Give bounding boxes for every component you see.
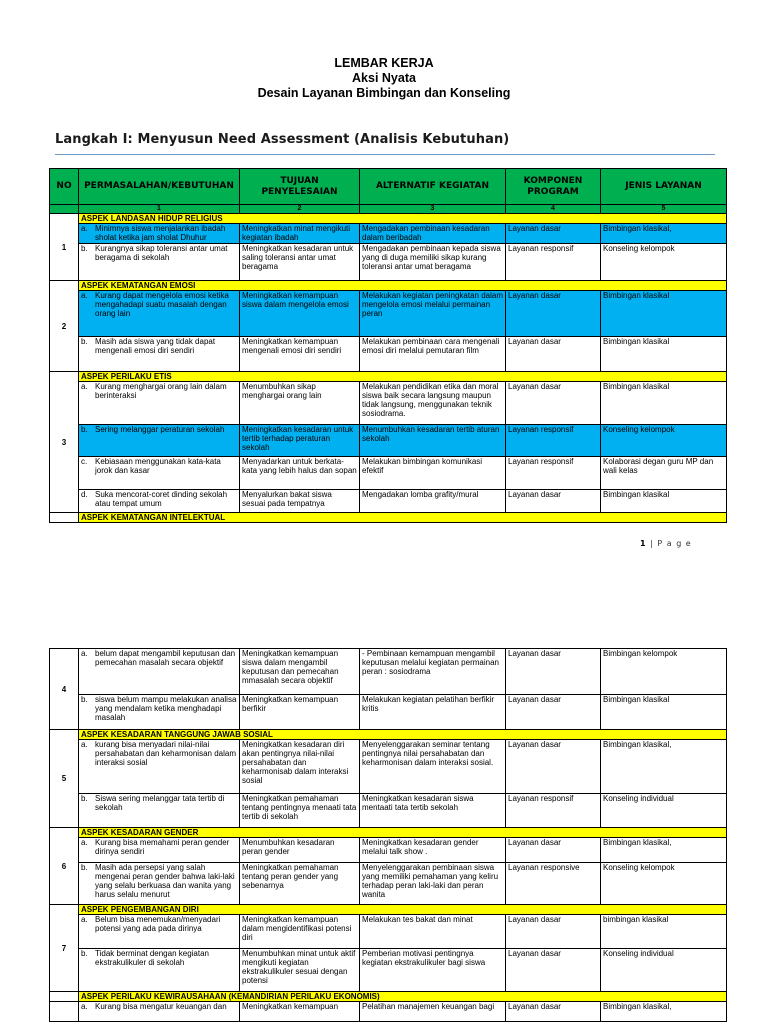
service-cell: Bimbingan klasikal [601, 695, 727, 730]
col-activity: ALTERNATIF KEGIATAN [360, 169, 506, 205]
service-cell: Bimbingan klasikal, [601, 224, 727, 244]
aspect-row [50, 281, 727, 291]
problem-cell: Sering melanggar peraturan sekolah [95, 425, 225, 434]
activity-cell: Melakukan tes bakat dan minat [360, 915, 506, 949]
component-cell: Layanan responsif [506, 794, 601, 828]
component-cell: Layanan dasar [506, 1002, 601, 1022]
col-service: JENIS LAYANAN [601, 169, 727, 205]
page-gap [0, 560, 768, 648]
goal-cell: Meningkatkan kemampuan siswa dalam mengelola emosi [240, 291, 360, 337]
problem-cell: Siswa sering melanggar tata tertib di sekolah [95, 794, 225, 812]
activity-cell: Meningkatkan kesadaran siswa mentaati tata tertib sekolah [360, 794, 506, 828]
doc-title: LEMBAR KERJA [334, 56, 434, 70]
goal-cell: Meningkatkan kemampuan siswa dalam mengambil keputusan dan pemecahan mmasalah secara objektif [240, 649, 360, 695]
col-problem: PERMASALAHAN/KEBUTUHAN [79, 169, 240, 205]
component-cell: Layanan dasar [506, 649, 601, 695]
activity-cell: Melakukan kegiatan peningkatan dalam mengelola emosi melalui permainan peran [360, 291, 506, 337]
service-cell: Bimbingan klasikal, [601, 838, 727, 863]
step-heading: Langkah I: Menyusun Need Assessment (Analisis Kebutuhan) [55, 132, 510, 147]
problem-cell: kurang bisa menyadari nilai-nilai persahabatan dan keharmonisan dalam interaksi sosial [95, 740, 236, 767]
aspect-title: ASPEK KESADARAN TANGGUNG JAWAB SOSIAL [79, 730, 727, 740]
activity-cell: Melakukan bimbingan komunikasi efektif [360, 457, 506, 490]
service-cell: bimbingan klasikal [601, 915, 727, 949]
component-cell: Layanan dasar [506, 291, 601, 337]
table-row: a. Kurang bisa mengatur keuangan dan Meningkatkan kemampuan Pelatihan manajemen keuangan bagi Layanan dasar Bimbingan klasikal, [50, 1002, 727, 1022]
problem-cell: siswa belum mampu melakukan analisa yang mendalam ketika menghadapi masalah [95, 695, 237, 722]
page-number: 1 [640, 539, 647, 548]
service-cell: Bimbingan klasikal [601, 382, 727, 425]
component-cell: Layanan dasar [506, 838, 601, 863]
goal-cell: Meningkatkan kemampuan dalam mengidentifikasi potensi diri [240, 915, 360, 949]
aspect-row [50, 730, 727, 740]
component-cell: Layanan responsif [506, 425, 601, 457]
table-row: a. Kurang menghargai orang lain dalam berinteraksi Menumbuhkan sikap menghargai orang lain Melakukan pendidikan etika dan moral siswa baik secara langsung maupun tidak langsung, menggunakan teknik sosiodrama. Layanan dasar Bimbingan klasikal [50, 382, 727, 425]
goal-cell: Meningkatkan kemampuan [240, 1002, 360, 1022]
activity-cell: Pemberian motivasi pentingnya kegiatan ekstrakulikuler bagi siswa [360, 949, 506, 992]
service-cell: Bimbingan klasikal [601, 291, 727, 337]
service-cell: Konseling kelompok [601, 863, 727, 905]
aspect-row [50, 513, 727, 523]
component-cell: Layanan dasar [506, 337, 601, 372]
aspect-title: ASPEK KEMATANGAN INTELEKTUAL [79, 513, 727, 523]
goal-cell: Menumbuhkan minat untuk aktif mengikuti kegiatan ekstrakulikuler sesuai dengan potensi [240, 949, 360, 992]
service-cell: Konseling kelompok [601, 425, 727, 457]
aspect-title: ASPEK LANDASAN HIDUP RELIGIUS [79, 214, 727, 224]
aspect-row [50, 828, 727, 838]
col-goal: TUJUAN PENYELESAIAN [240, 169, 360, 205]
table-header-row [50, 169, 727, 205]
row-number: 4 [50, 649, 79, 730]
service-cell: Bimbingan klasikal, [601, 1002, 727, 1022]
table-row: a. kurang bisa menyadari nilai-nilai persahabatan dan keharmonisan dalam interaksi sosial Meningkatkan kesadaran diri akan pentingnya nilai-nilai persahabatan dan keharmonisab dalam interaksi sosial Menyelenggarakan seminar tentang pentingnya nilai persahabatan dan keharmonisan dalam interaksi sosial. Layanan dasar Bimbingan klasikal, [50, 740, 727, 794]
col-no: NO [50, 169, 79, 205]
aspect-title: ASPEK KEMATANGAN EMOSI [79, 281, 727, 291]
problem-cell: Kurang bisa mengatur keuangan dan [95, 1002, 227, 1011]
col-number: 3 [360, 205, 506, 214]
service-cell: Bimbingan klasikal [601, 490, 727, 513]
activity-cell: Mengadakan lomba grafity/mural [360, 490, 506, 513]
row-number: 2 [50, 281, 79, 372]
problem-cell: Belum bisa menemukan/menyadari potensi yang ada pada dirinya [95, 915, 221, 933]
aspect-title: ASPEK PERILAKU ETIS [79, 372, 727, 382]
goal-cell: Menyadarkan untuk berkata-kata yang lebih halus dan sopan [240, 457, 360, 490]
table-row: b. Masih ada persepsi yang salah mengenai peran gender bahwa laki-laki yang selalu berkuasa dan wanita yang harus selalu menurut Meningkatkan pemahaman tentang peran gender yang sebenarnya Menyelenggarakan pembinaan siswa yang memiliki pemahaman yang keliru terhadap peran laki-laki dan peran wanita Layanan responsive Konseling kelompok [50, 863, 727, 905]
table-row: a. Minimnya siswa menjalankan ibadah sholat ketika jam sholat Dhuhur Meningkatkan minat mengikuti kegiatan ibadah Mengadakan pembinaan kesadaran dalam beribadah Layanan dasar Bimbingan klasikal, [50, 224, 727, 244]
needs-table-page-2 [49, 648, 727, 1022]
aspect-row [50, 905, 727, 915]
goal-cell: Meningkatkan kesadaran untuk saling toleransi antar umat beragama [240, 244, 360, 281]
problem-cell: Masih ada persepsi yang salah mengenai peran gender bahwa laki-laki yang selalu berkuasa dan wanita yang harus selalu menurut [95, 863, 235, 899]
goal-cell: Menyalurkan bakat siswa sesuai pada tempatnya [240, 490, 360, 513]
problem-cell: Tidak berminat dengan kegiatan ekstrakulikuler di sekolah [95, 949, 209, 967]
needs-table-page-1 [49, 168, 727, 523]
problem-cell: Kurang menghargai orang lain dalam berinteraksi [95, 382, 227, 400]
problem-cell: Kurang dapat mengelola emosi ketika mengahadapi suatu masalah dengan orang lain [95, 291, 229, 318]
problem-cell: Masih ada siswa yang tidak dapat mengenali emosi diri sendiri [95, 337, 216, 355]
problem-cell: Minimnya siswa menjalankan ibadah sholat ketika jam sholat Dhuhur [95, 224, 226, 242]
activity-cell: Menumbuhkan kesadaran tertib aturan sekolah [360, 425, 506, 457]
component-cell: Layanan dasar [506, 740, 601, 794]
component-cell: Layanan dasar [506, 915, 601, 949]
component-cell: Layanan dasar [506, 490, 601, 513]
aspect-title: ASPEK PENGEMBANGAN DIRI [79, 905, 727, 915]
goal-cell: Meningkatkan pemahaman tentang pentingnya menaati tata tertib di sekolah [240, 794, 360, 828]
service-cell: Bimbingan klasikal, [601, 740, 727, 794]
table-row: 4 a. belum dapat mengambil keputusan dan pemecahan masalah secara objektif Meningkatkan kemampuan siswa dalam mengambil keputusan dan pemecahan mmasalah secara objektif - Pembinaan kemampuan mengambil keputusan melalui kegiatan permainan peran : sosiodrama Layanan dasar Bimbingan kelompok [50, 649, 727, 695]
activity-cell: - Pembinaan kemampuan mengambil keputusan melalui kegiatan permainan peran : sosiodrama [360, 649, 506, 695]
activity-cell: Melakukan pembinaan cara mengenali emosi diri melalui pemutaran film [360, 337, 506, 372]
service-cell: Kolaborasi degan guru MP dan wali kelas [601, 457, 727, 490]
col-number: 5 [601, 205, 727, 214]
table-row: b. Siswa sering melanggar tata tertib di sekolah Meningkatkan pemahaman tentang pentingnya menaati tata tertib di sekolah Meningkatkan kesadaran siswa mentaati tata tertib sekolah Layanan responsif Konseling individual [50, 794, 727, 828]
table-row: b. Masih ada siswa yang tidak dapat mengenali emosi diri sendiri Meningkatkan kemampuan mengenali emosi diri sendiri Melakukan pembinaan cara mengenali emosi diri melalui pemutaran film Layanan dasar Bimbingan klasikal [50, 337, 727, 372]
problem-cell: belum dapat mengambil keputusan dan pemecahan masalah secara objektif [95, 649, 236, 667]
table-row: c. Kebiasaan menggunakan kata-kata jorok dan kasar Menyadarkan untuk berkata-kata yang lebih halus dan sopan Melakukan bimbingan komunikasi efektif Layanan responsif Kolaborasi degan guru MP dan wali kelas [50, 457, 727, 490]
table-row: b. Sering melanggar peraturan sekolah Meningkatkan kesadaran untuk tertib terhadap peraturan sekolah Menumbuhkan kesadaran tertib aturan sekolah Layanan responsif Konseling kelompok [50, 425, 727, 457]
table-row: a. Belum bisa menemukan/menyadari potensi yang ada pada dirinya Meningkatkan kemampuan dalam mengidentifikasi potensi diri Melakukan tes bakat dan minat Layanan dasar bimbingan klasikal [50, 915, 727, 949]
goal-cell: Menumbuhkan kesadaran peran gender [240, 838, 360, 863]
goal-cell: Meningkatkan kemampuan mengenali emosi diri sendiri [240, 337, 360, 372]
goal-cell: Meningkatkan pemahaman tentang peran gender yang sebenarnya [240, 863, 360, 905]
service-cell: Bimbingan klasikal [601, 337, 727, 372]
service-cell: Konseling individual [601, 949, 727, 992]
activity-cell: Menyelenggarakan pembinaan siswa yang memiliki pemahaman yang keliru terhadap peran laki-laki dan peran wanita [360, 863, 506, 905]
doc-subtitle-2: Desain Layanan Bimbingan dan Konseling [257, 86, 511, 100]
col-component: KOMPONEN PROGRAM [506, 169, 601, 205]
aspect-row [50, 992, 727, 1002]
activity-cell: Menyelenggarakan seminar tentang pentingnya nilai persahabatan dan keharmonisan dalam interaksi sosial. [360, 740, 506, 794]
column-number-row [50, 205, 727, 214]
col-number: 1 [79, 205, 240, 214]
aspect-row [50, 372, 727, 382]
activity-cell: Melakukan pendidikan etika dan moral siswa baik secara langsung maupun tidak langsung, menggunakan teknik sosiodrama. [360, 382, 506, 425]
goal-cell: Meningkatkan kesadaran untuk tertib terhadap peraturan sekolah [240, 425, 360, 457]
table-row: b. Kurangnya sikap toleransi antar umat beragama di sekolah Meningkatkan kesadaran untuk saling toleransi antar umat beragama Mengadakan pembinaan kepada siswa yang di duga memiliki sikap kurang toleransi antar umat beragama Layanan responsif Konseling kelompok [50, 244, 727, 281]
table-row: d. Suka mencorat-coret dinding sekolah atau tempat umum Menyalurkan bakat siswa sesuai pada tempatnya Mengadakan lomba grafity/mural Layanan dasar Bimbingan klasikal [50, 490, 727, 513]
row-number: 1 [50, 214, 79, 281]
goal-cell: Meningkatkan kemampuan berfikir [240, 695, 360, 730]
table-row: b. siswa belum mampu melakukan analisa yang mendalam ketika menghadapi masalah Meningkatkan kemampuan berfikir Melakukan kegiatan pelatihan berfikir kritis Layanan dasar Bimbingan klasikal [50, 695, 727, 730]
aspect-title: ASPEK KESADARAN GENDER [79, 828, 727, 838]
col-number: 2 [240, 205, 360, 214]
activity-cell: Mengadakan pembinaan kepada siswa yang di duga memiliki sikap kurang toleransi antar umat beragama [360, 244, 506, 281]
component-cell: Layanan dasar [506, 695, 601, 730]
activity-cell: Pelatihan manajemen keuangan bagi [360, 1002, 506, 1022]
col-number: 4 [506, 205, 601, 214]
service-cell: Konseling individual [601, 794, 727, 828]
goal-cell: Meningkatkan kesadaran diri akan pentingnya nilai-nilai persahabatan dan keharmonisab dalam interaksi sosial [240, 740, 360, 794]
activity-cell: Meningkatkan kesadaran gender melalui talk show . [360, 838, 506, 863]
doc-subtitle: Aksi Nyata [352, 71, 416, 85]
component-cell: Layanan responsif [506, 244, 601, 281]
component-cell: Layanan dasar [506, 382, 601, 425]
row-number: 6 [50, 828, 79, 905]
aspect-title: ASPEK PERILAKU KEWIRAUSAHAAN (KEMANDIRIAN PERILAKU EKONOMIS) [79, 992, 727, 1002]
table-row: a. Kurang bisa memahami peran gender dirinya sendiri Menumbuhkan kesadaran peran gender Meningkatkan kesadaran gender melalui talk show . Layanan dasar Bimbingan klasikal, [50, 838, 727, 863]
activity-cell: Mengadakan pembinaan kesadaran dalam beribadah [360, 224, 506, 244]
problem-cell: Kebiasaan menggunakan kata-kata jorok dan kasar [95, 457, 221, 475]
heading-rule [55, 154, 715, 155]
component-cell: Layanan responsive [506, 863, 601, 905]
problem-cell: Suka mencorat-coret dinding sekolah atau tempat umum [95, 490, 228, 508]
goal-cell: Meningkatkan minat mengikuti kegiatan ibadah [240, 224, 360, 244]
row-number: 7 [50, 905, 79, 992]
goal-cell: Menumbuhkan sikap menghargai orang lain [240, 382, 360, 425]
page-footer: 1 | P a g e [640, 539, 692, 548]
problem-cell: Kurangnya sikap toleransi antar umat beragama di sekolah [95, 244, 228, 262]
aspect-row [50, 214, 727, 224]
service-cell: Bimbingan kelompok [601, 649, 727, 695]
activity-cell: Melakukan kegiatan pelatihan berfikir kritis [360, 695, 506, 730]
table-row: b. Tidak berminat dengan kegiatan ekstrakulikuler di sekolah Menumbuhkan minat untuk aktif mengikuti kegiatan ekstrakulikuler sesuai dengan potensi Pemberian motivasi pentingnya kegiatan ekstrakulikuler bagi siswa Layanan dasar Konseling individual [50, 949, 727, 992]
row-number: 3 [50, 372, 79, 513]
component-cell: Layanan dasar [506, 224, 601, 244]
component-cell: Layanan responsif [506, 457, 601, 490]
row-number: 5 [50, 730, 79, 828]
table-row: a. Kurang dapat mengelola emosi ketika mengahadapi suatu masalah dengan orang lain Meningkatkan kemampuan siswa dalam mengelola emosi Melakukan kegiatan peningkatan dalam mengelola emosi melalui permainan peran Layanan dasar Bimbingan klasikal [50, 291, 727, 337]
component-cell: Layanan dasar [506, 949, 601, 992]
problem-cell: Kurang bisa memahami peran gender dirinya sendiri [95, 838, 230, 856]
service-cell: Konseling kelompok [601, 244, 727, 281]
